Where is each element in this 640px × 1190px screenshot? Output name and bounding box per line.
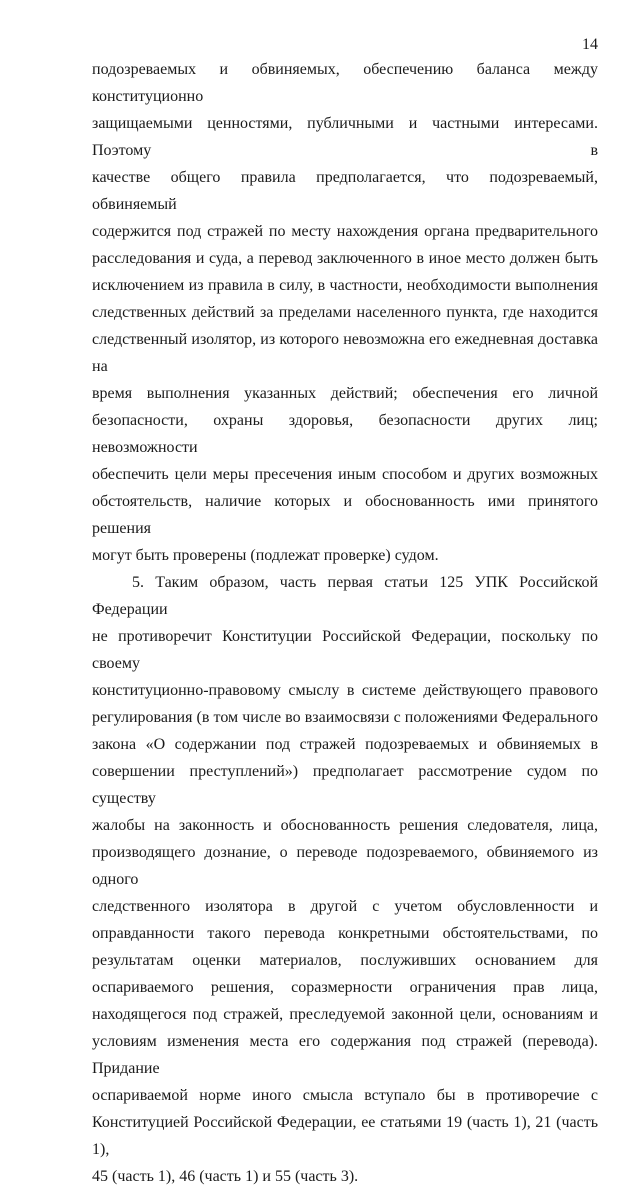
document-body bbox=[92, 56, 598, 1190]
text-line: результатам оценки материалов, послуживших основанием для bbox=[92, 952, 598, 969]
text-line: следственных действий за пределами населенного пункта, где находится bbox=[92, 304, 598, 321]
text-line: оспариваемого решения, соразмерности ограничения прав лица, bbox=[92, 979, 598, 996]
text-line: 5. Таким образом, часть первая статьи 125 УПК Российской Федерации bbox=[92, 574, 598, 618]
text-line: конституционно-правовому смыслу в системе действующего правового bbox=[92, 682, 598, 699]
text-line: находящегося под стражей, преследуемой законной цели, основаниям и bbox=[92, 1006, 598, 1023]
text-line: содержится под стражей по месту нахождения органа предварительного bbox=[92, 223, 598, 240]
text-line: жалобы на законность и обоснованность решения следователя, лица, bbox=[92, 817, 598, 834]
text-line: подозреваемых и обвиняемых, обеспечению баланса между конституционно bbox=[92, 61, 598, 105]
text-line: Конституцией Российской Федерации, ее статьями 19 (часть 1), 21 (часть 1), bbox=[92, 1114, 598, 1158]
text-line: обстоятельств, наличие которых и обоснованность ими принятого решения bbox=[92, 493, 598, 537]
text-line: регулирования (в том числе во взаимосвязи с положениями Федерального bbox=[92, 709, 598, 726]
text-line: следственного изолятора в другой с учетом обусловленности и bbox=[92, 898, 598, 915]
text-line: совершении преступлений») предполагает рассмотрение судом по существу bbox=[92, 763, 598, 807]
text-line: 45 (часть 1), 46 (часть 1) и 55 (часть 3). bbox=[92, 1168, 359, 1185]
text-line: обеспечить цели меры пресечения иным способом и других возможных bbox=[92, 466, 598, 483]
text-line: условиям изменения места его содержания под стражей (перевода). Придание bbox=[92, 1033, 598, 1077]
text-line: безопасности, охраны здоровья, безопасности других лиц; невозможности bbox=[92, 412, 598, 456]
text-line: расследования и суда, а перевод заключенного в иное место должен быть bbox=[92, 250, 598, 267]
text-line: защищаемыми ценностями, публичными и частными интересами. Поэтому в bbox=[92, 115, 598, 159]
paragraph-1 bbox=[92, 56, 598, 569]
text-line: не противоречит Конституции Российской Федерации, поскольку по своему bbox=[92, 628, 598, 672]
text-line: качестве общего правила предполагается, что подозреваемый, обвиняемый bbox=[92, 169, 598, 213]
text-line: исключением из правила в силу, в частности, необходимости выполнения bbox=[92, 277, 598, 294]
text-line: время выполнения указанных действий; обеспечения его личной bbox=[92, 385, 598, 402]
text-line: закона «О содержании под стражей подозреваемых и обвиняемых в bbox=[92, 736, 598, 753]
text-line: следственный изолятор, из которого невозможна его ежедневная доставка на bbox=[92, 331, 598, 375]
text-line: производящего дознание, о переводе подозреваемого, обвиняемого из одного bbox=[92, 844, 598, 888]
page-number: 14 bbox=[582, 36, 598, 53]
text-line: оспариваемой норме иного смысла вступало бы в противоречие с bbox=[92, 1087, 598, 1104]
paragraph-2 bbox=[92, 569, 598, 1190]
text-line: оправданности такого перевода конкретными обстоятельствами, по bbox=[92, 925, 598, 942]
text-line: могут быть проверены (подлежат проверке) судом. bbox=[92, 547, 439, 564]
